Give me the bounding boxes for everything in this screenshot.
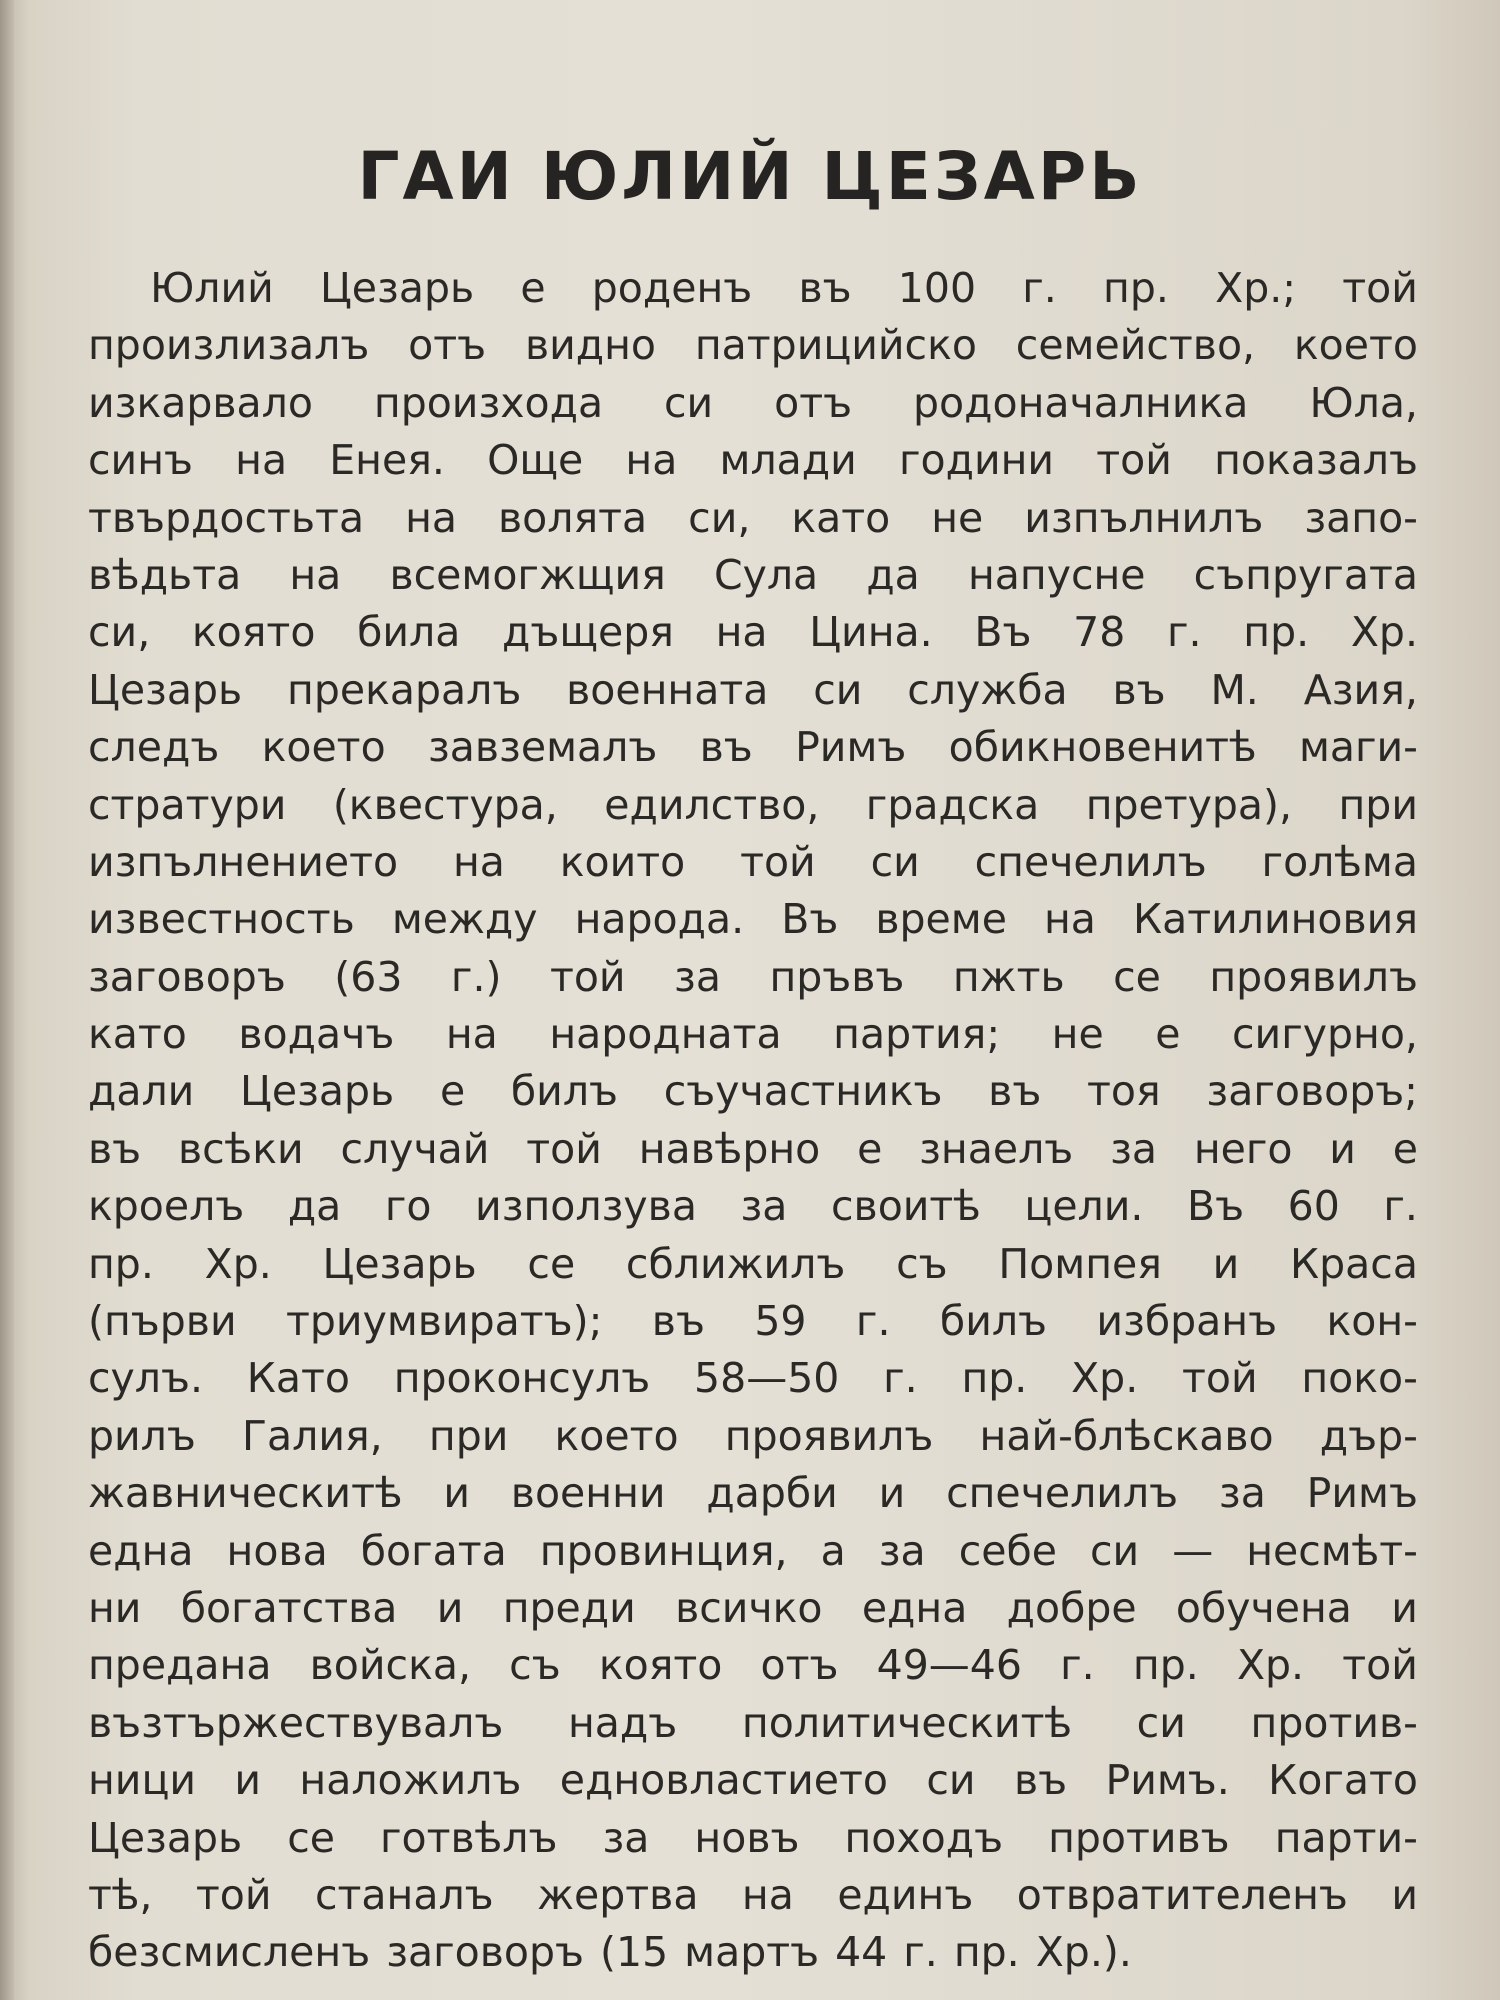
text-line: дали Цезарь е билъ съучастникъ въ тоя заговоръ; xyxy=(88,1067,1418,1116)
text-line: безсмисленъ заговоръ (15 мартъ 44 г. пр. Хр.). xyxy=(88,1928,1132,1977)
text-line: стратури (квестура, едилство, градска претура), при xyxy=(88,780,1418,829)
text-line: заговоръ (63 г.) той за пръвъ пжть се проявилъ xyxy=(88,952,1418,1001)
text-line: си, която била дъщеря на Цина. Въ 78 г. пр. Хр. xyxy=(88,608,1418,657)
text-line: пр. Хр. Цезарь се сближилъ съ Помпея и Краса xyxy=(88,1239,1418,1288)
text-line: (първи триумвиратъ); въ 59 г. билъ избранъ кон- xyxy=(88,1297,1418,1346)
text-line: сулъ. Като проконсулъ 58—50 г. пр. Хр. той поко- xyxy=(88,1354,1418,1403)
page-edge xyxy=(0,0,14,2000)
text-line: въ всѣки случай той навѣрно е знаелъ за него и е xyxy=(88,1124,1418,1173)
text-line: изкарвало произхода си отъ родоначалника Юла, xyxy=(88,378,1418,427)
text-line: вѣдьта на всемогжщия Сула да напусне съпругата xyxy=(88,550,1418,599)
text-line: произлизалъ отъ видно патрицийско семейство, което xyxy=(88,321,1418,370)
text-line: синъ на Енея. Още на млади години той показалъ xyxy=(88,436,1418,485)
text-line: следъ което завземалъ въ Римъ обикновенитѣ маги- xyxy=(88,723,1418,772)
text-line: изпълнението на които той си спечелилъ голѣма xyxy=(88,837,1418,886)
text-line: рилъ Галия, при което проявилъ най-блѣскаво дър- xyxy=(88,1411,1418,1460)
text-line: кроелъ да го използува за своитѣ цели. Въ 60 г. xyxy=(88,1182,1418,1231)
text-line: Цезарь прекаралъ военната си служба въ М. Азия, xyxy=(88,665,1418,714)
text-line: известность между народа. Въ време на Катилиновия xyxy=(88,895,1418,944)
page-title: ГАИ ЮЛИЙ ЦЕЗАРЬ xyxy=(357,138,1143,215)
text-line: тѣ, той станалъ жертва на единъ отвратителенъ и xyxy=(88,1870,1418,1919)
text-line: твърдостьта на волята си, като не изпълнилъ запо- xyxy=(88,493,1418,542)
text-line: предана войска, съ която отъ 49—46 г. пр. Хр. той xyxy=(88,1641,1418,1690)
text-line: Цезарь се готвѣлъ за новъ походъ противъ парти- xyxy=(88,1813,1418,1862)
text-line: една нова богата провинция, а за себе си — несмѣт- xyxy=(88,1526,1418,1575)
text-line: жавническитѣ и военни дарби и спечелилъ за Римъ xyxy=(88,1469,1418,1518)
text-line: ни богатства и преди всичко една добре обучена и xyxy=(88,1583,1418,1632)
text-line: възтържествувалъ надъ политическитѣ си против- xyxy=(88,1698,1418,1747)
text-line: като водачъ на народната партия; не е сигурно, xyxy=(88,1010,1418,1059)
body-text xyxy=(88,260,1418,1982)
text-line: Юлий Цезарь е роденъ въ 100 г. пр. Хр.; той xyxy=(150,264,1418,312)
text-line: ници и наложилъ едновластието си въ Римъ. Когато xyxy=(88,1756,1418,1805)
